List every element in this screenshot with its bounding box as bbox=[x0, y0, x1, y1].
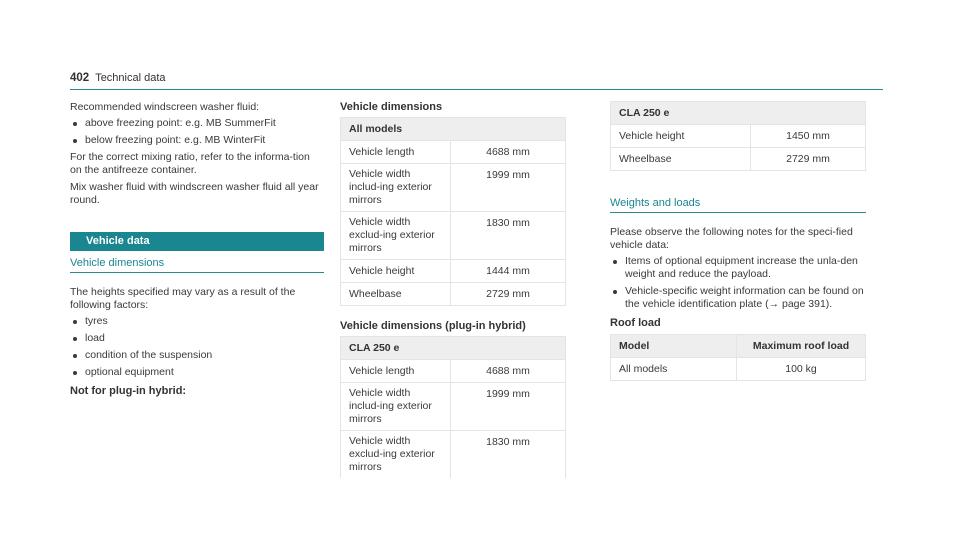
table-row bbox=[341, 360, 566, 383]
column-right bbox=[610, 101, 866, 381]
row-label: All models bbox=[611, 358, 737, 381]
list-item: tyres bbox=[70, 315, 324, 328]
row-label: Wheelbase bbox=[611, 148, 751, 171]
table-header: All models bbox=[341, 118, 566, 141]
roof-load-title: Roof load bbox=[610, 317, 661, 329]
row-value: 1999 mm bbox=[451, 383, 566, 431]
row-label: Wheelbase bbox=[341, 283, 451, 306]
table-row bbox=[611, 148, 866, 171]
row-value: 2729 mm bbox=[751, 148, 866, 171]
row-value: 2729 mm bbox=[451, 283, 566, 306]
table-row bbox=[341, 164, 566, 212]
height-factors bbox=[70, 315, 324, 379]
table-row bbox=[611, 125, 866, 148]
list-item: load bbox=[70, 332, 324, 345]
row-label: Vehicle width exclud-ing exterior mirrors bbox=[341, 431, 451, 479]
column-header-model: Model bbox=[611, 335, 737, 358]
section-banner-vehicle-data: Vehicle data bbox=[70, 232, 324, 251]
column-left bbox=[70, 101, 324, 398]
washer-bullets bbox=[70, 117, 324, 147]
row-label: Vehicle width exclud-ing exterior mirrors bbox=[341, 212, 451, 260]
roof-load-table bbox=[610, 334, 866, 381]
row-value: 1450 mm bbox=[751, 125, 866, 148]
row-label: Vehicle height bbox=[341, 260, 451, 283]
row-label: Vehicle length bbox=[341, 141, 451, 164]
list-item: below freezing point: e.g. MB WinterFit bbox=[70, 134, 324, 147]
row-value: 4688 mm bbox=[451, 141, 566, 164]
washer-intro: Recommended windscreen washer fluid: bbox=[70, 101, 260, 113]
washer-year-round-note: Mix washer fluid with windscreen washer fluid all year round. bbox=[70, 181, 319, 206]
dims-table-title: Vehicle dimensions bbox=[340, 101, 443, 113]
table-row bbox=[341, 283, 566, 306]
column-middle bbox=[340, 101, 566, 478]
table-header: CLA 250 e bbox=[341, 337, 566, 360]
heights-intro: The heights specified may vary as a result of the following factors: bbox=[70, 286, 296, 311]
row-label: Vehicle height bbox=[611, 125, 751, 148]
table-row bbox=[341, 141, 566, 164]
subheading-vehicle-dimensions: Vehicle dimensions bbox=[70, 257, 324, 273]
weights-intro: Please observe the following notes for the speci-fied vehicle data: bbox=[610, 226, 853, 251]
column-header-max-roof-load: Maximum roof load bbox=[737, 335, 866, 358]
washer-ratio-note: For the correct mixing ratio, refer to the informa-tion on the antifreeze container. bbox=[70, 151, 310, 176]
table-row bbox=[341, 212, 566, 260]
row-label: Vehicle width includ-ing exterior mirrors bbox=[341, 164, 451, 212]
list-item: Items of optional equipment increase the unla-den weight and reduce the payload. bbox=[610, 255, 866, 281]
page-number: 402 bbox=[70, 72, 90, 84]
subheading-weights-and-loads: Weights and loads bbox=[610, 197, 866, 213]
row-value: 1830 mm bbox=[451, 212, 566, 260]
vehicle-dimensions-table bbox=[340, 117, 566, 306]
section-title: Technical data bbox=[95, 72, 166, 84]
table-row bbox=[341, 383, 566, 431]
hybrid-table-title: Vehicle dimensions (plug-in hybrid) bbox=[340, 320, 526, 332]
row-value: 100 kg bbox=[737, 358, 866, 381]
table-header: CLA 250 e bbox=[611, 102, 866, 125]
row-value: 1830 mm bbox=[451, 431, 566, 479]
list-item: Vehicle-specific weight information can be found on the vehicle identification plate (→ page 391). bbox=[610, 285, 866, 311]
table-row bbox=[341, 260, 566, 283]
row-label: Vehicle width includ-ing exterior mirrors bbox=[341, 383, 451, 431]
table-row bbox=[611, 358, 866, 381]
weights-bullets bbox=[610, 255, 866, 311]
hybrid-dimensions-table-continued bbox=[610, 101, 866, 171]
hybrid-dimensions-table bbox=[340, 336, 566, 478]
page-header bbox=[70, 72, 166, 84]
row-value: 1999 mm bbox=[451, 164, 566, 212]
table-row bbox=[341, 431, 566, 479]
list-item: above freezing point: e.g. MB SummerFit bbox=[70, 117, 324, 130]
row-value: 4688 mm bbox=[451, 360, 566, 383]
list-item: condition of the suspension bbox=[70, 349, 324, 362]
list-item: optional equipment bbox=[70, 366, 324, 379]
row-label: Vehicle length bbox=[341, 360, 451, 383]
row-value: 1444 mm bbox=[451, 260, 566, 283]
not-plugin-hybrid-title: Not for plug-in hybrid: bbox=[70, 385, 187, 397]
header-rule bbox=[70, 89, 883, 90]
